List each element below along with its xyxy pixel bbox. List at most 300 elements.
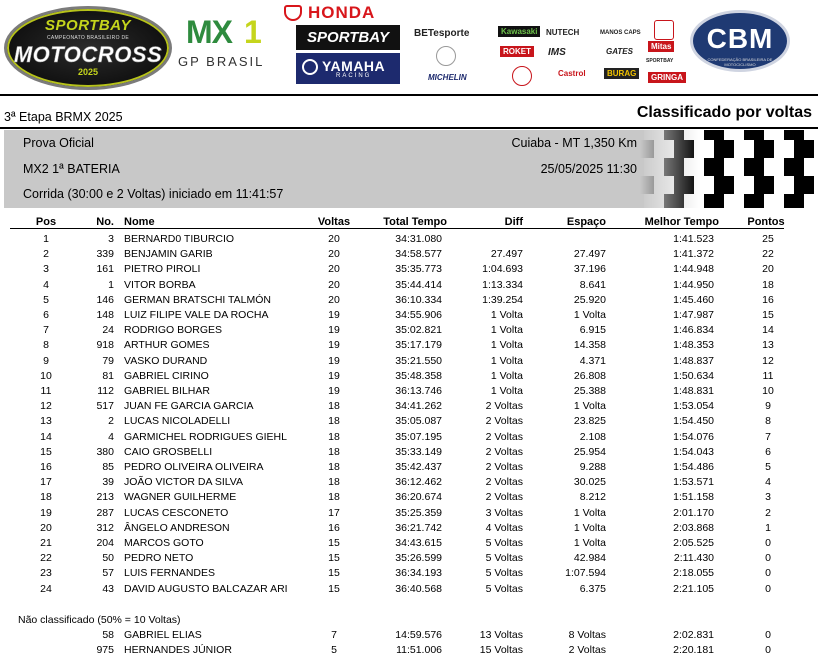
checker-square <box>764 130 784 140</box>
cell-pos: 10 <box>40 369 52 382</box>
cell-pos: 6 <box>43 309 49 321</box>
cell-points: 0 <box>765 537 771 549</box>
table-row <box>0 552 818 567</box>
cell-total-time: 35:17.179 <box>395 339 442 352</box>
table-row <box>0 339 818 354</box>
cell-gap: 1:07.594 <box>565 567 606 580</box>
cell-points: 20 <box>762 263 774 276</box>
cell-total-time: 36:34.193 <box>395 567 442 580</box>
cell-points: 7 <box>765 430 771 443</box>
table-row <box>0 355 818 370</box>
cell-diff: 2 Voltas <box>485 445 523 458</box>
cell-best-lap: 1:54.043 <box>673 445 714 458</box>
cell-best-lap: 1:48.831 <box>673 385 714 397</box>
cell-pos: 2 <box>43 248 49 261</box>
cell-best-lap: 1:41.372 <box>673 248 714 261</box>
cell-best-lap: 1:41.523 <box>673 233 714 245</box>
cell-number: 148 <box>96 309 114 321</box>
cell-points: 2 <box>765 506 771 519</box>
cell-pos: 21 <box>40 537 52 549</box>
cell-laps: 18 <box>328 445 340 458</box>
cell-number: 79 <box>102 354 114 367</box>
cell-pos: 11 <box>40 385 52 397</box>
cell-best-lap: 1:54.450 <box>673 415 714 428</box>
yamaha-racing-text: RACING <box>336 73 372 79</box>
cell-diff: 5 Voltas <box>485 537 523 549</box>
checker-square <box>794 140 814 158</box>
cell-best-lap: 1:53.571 <box>673 476 714 489</box>
cell-number: 24 <box>102 324 114 337</box>
cell-gap: 1 Volta <box>573 521 606 534</box>
cell-laps: 19 <box>328 324 340 337</box>
cell-diff: 2 Voltas <box>485 491 523 504</box>
cell-name: PEDRO OLIVEIRA OLIVEIRA <box>124 461 264 473</box>
cell-points: 0 <box>765 552 771 565</box>
race-start: Corrida (30:00 e 2 Voltas) iniciado em 11:41:57 <box>23 187 284 201</box>
mx1-mx: MX <box>186 14 232 50</box>
cell-pos: 15 <box>40 445 52 458</box>
cell-best-lap: 2:20.181 <box>673 644 714 657</box>
cell-diff: 4 Voltas <box>485 521 523 534</box>
cell-laps: 16 <box>328 521 340 534</box>
checker-fade <box>640 130 700 208</box>
sportbay-text: SPORTBAY <box>307 29 389 46</box>
cell-number: 918 <box>96 339 114 352</box>
table-row <box>0 629 818 644</box>
table-row <box>0 385 818 400</box>
checker-square <box>784 130 804 140</box>
cell-gap: 8.212 <box>579 491 606 504</box>
cell-name: PEDRO NETO <box>124 552 194 565</box>
cell-total-time: 36:12.462 <box>395 476 442 489</box>
cell-best-lap: 2:18.055 <box>673 567 714 580</box>
checker-square <box>804 130 814 140</box>
table-row <box>0 644 818 659</box>
cell-number: 50 <box>102 552 114 565</box>
cell-laps: 17 <box>328 506 340 519</box>
cell-gap: 8 Voltas <box>568 629 606 641</box>
cell-best-lap: 1:48.837 <box>673 354 714 367</box>
cell-diff: 5 Voltas <box>485 552 523 565</box>
title-divider <box>0 127 818 129</box>
cell-name: BENJAMIN GARIB <box>124 248 213 261</box>
sponsor-badge-icon <box>654 20 674 40</box>
cell-laps: 20 <box>328 278 340 291</box>
cell-pos: 13 <box>40 415 52 428</box>
cell-gap: 27.497 <box>573 248 606 261</box>
cell-pos: 20 <box>40 521 52 534</box>
cell-pos: 1 <box>43 233 49 245</box>
cell-diff: 1 Volta <box>490 385 523 397</box>
col-best: Melhor Tempo <box>644 216 719 228</box>
cell-number: 2 <box>108 415 114 428</box>
checker-square <box>764 194 784 208</box>
cell-number: 380 <box>96 445 114 458</box>
cell-best-lap: 2:02.831 <box>673 629 714 641</box>
cell-name: ARTHUR GOMES <box>124 339 210 352</box>
cell-pos: 23 <box>40 567 52 580</box>
cell-points: 6 <box>765 445 771 458</box>
cell-gap: 1 Volta <box>573 537 606 549</box>
mx1-gp-brasil-logo <box>178 14 288 74</box>
castrol-logo: Castrol <box>558 69 586 78</box>
cell-diff: 13 Voltas <box>479 629 523 641</box>
cell-laps: 5 <box>331 644 337 657</box>
cell-name: VITOR BORBA <box>124 278 196 291</box>
cell-diff: 1:04.693 <box>482 263 523 276</box>
cell-diff: 5 Voltas <box>485 582 523 595</box>
cell-pos: 22 <box>40 552 52 565</box>
checker-square <box>774 140 794 158</box>
cell-number: 204 <box>96 537 114 549</box>
col-pts: Pontos <box>747 216 785 228</box>
cell-points: 13 <box>762 339 774 352</box>
table-row <box>0 583 818 598</box>
cell-best-lap: 1:54.076 <box>673 430 714 443</box>
table-row <box>0 370 818 385</box>
cell-total-time: 36:13.746 <box>395 385 442 397</box>
cell-number: 1 <box>108 278 114 291</box>
checker-square <box>734 176 754 194</box>
cell-laps: 15 <box>328 567 340 580</box>
cell-diff: 2 Voltas <box>485 461 523 473</box>
col-name: Nome <box>124 216 155 228</box>
cell-name: LUIZ FILIPE VALE DA ROCHA <box>124 309 269 321</box>
cell-number: 112 <box>97 385 114 397</box>
cell-diff: 1 Volta <box>490 354 523 367</box>
cell-gap: 1 Volta <box>573 309 606 321</box>
table-row <box>0 446 818 461</box>
checker-square <box>744 194 764 208</box>
cell-points: 18 <box>762 278 774 291</box>
manos-caps-logo: MANOS CAPS <box>600 30 641 36</box>
checker-square <box>714 176 734 194</box>
cell-total-time: 36:10.334 <box>395 293 442 306</box>
championship-year: 2025 <box>77 67 99 77</box>
cell-number: 975 <box>96 644 114 657</box>
cell-gap: 2 Voltas <box>568 644 606 657</box>
sportbay-logo <box>296 25 400 50</box>
cell-best-lap: 2:21.105 <box>673 582 714 595</box>
cell-pos: 18 <box>40 491 52 504</box>
checker-square <box>754 176 774 194</box>
cell-gap: 26.808 <box>573 369 606 382</box>
table-row <box>0 461 818 476</box>
cell-diff: 1 Volta <box>490 324 523 337</box>
race-datetime: 25/05/2025 11:30 <box>540 162 637 176</box>
cell-best-lap: 1:46.834 <box>673 324 714 337</box>
cell-name: WAGNER GUILHERME <box>124 491 237 504</box>
sponsor-banner <box>0 0 818 96</box>
table-row <box>0 415 818 430</box>
table-row <box>0 279 818 294</box>
roket-logo: ROKET <box>500 46 534 57</box>
cell-diff: 5 Voltas <box>485 567 523 580</box>
honda-wing-icon <box>284 5 302 21</box>
gates-logo: GATES <box>606 47 633 56</box>
cell-pos: 16 <box>40 461 52 473</box>
cell-total-time: 35:07.195 <box>395 430 442 443</box>
cell-total-time: 35:02.821 <box>395 324 442 337</box>
table-row <box>0 507 818 522</box>
cell-name: HERNANDES JÚNIOR <box>124 644 232 657</box>
cell-number: 3 <box>108 233 114 245</box>
cell-points: 16 <box>762 293 774 306</box>
cell-points: 1 <box>765 521 771 534</box>
cell-name: GABRIEL ELIAS <box>124 629 202 641</box>
cell-name: GERMAN BRATSCHI TALMÓN <box>124 293 272 306</box>
col-diff: Diff <box>504 216 523 228</box>
cell-name: RODRIGO BORGES <box>124 324 223 337</box>
cell-points: 11 <box>762 369 774 382</box>
yamaha-racing-logo <box>296 53 400 84</box>
table-row <box>0 294 818 309</box>
cell-diff: 1 Volta <box>490 309 523 321</box>
cell-best-lap: 2:11.430 <box>673 552 714 565</box>
col-laps: Voltas <box>317 216 351 228</box>
cell-gap: 42.984 <box>573 552 606 565</box>
cell-points: 5 <box>765 461 771 473</box>
cell-number: 146 <box>96 293 114 306</box>
cell-points: 12 <box>762 354 774 367</box>
cell-total-time: 35:35.773 <box>395 263 442 276</box>
cell-points: 25 <box>762 233 774 245</box>
cell-laps: 19 <box>328 369 340 382</box>
mx1-one: 1 <box>244 14 262 50</box>
cell-points: 4 <box>765 476 771 489</box>
cell-pos: 4 <box>43 278 49 291</box>
cell-name: GABRIEL CIRINO <box>124 369 209 382</box>
kawasaki-logo: Kawasaki <box>498 26 540 37</box>
cell-gap: 4.371 <box>579 354 606 367</box>
cell-points: 0 <box>765 644 771 657</box>
cell-name: DAVID AUGUSTO BALCAZAR ARI <box>124 582 288 595</box>
table-row <box>0 233 818 248</box>
cell-name: GABRIEL BILHAR <box>124 385 210 397</box>
cell-best-lap: 1:45.460 <box>673 293 714 306</box>
yamaha-text: YAMAHA <box>322 58 386 74</box>
cell-diff: 1:13.334 <box>482 278 523 291</box>
cell-gap: 25.388 <box>573 385 606 397</box>
cell-gap: 1 Volta <box>573 400 606 413</box>
cell-best-lap: 2:05.525 <box>673 537 714 549</box>
cell-name: LUCAS NICOLADELLI <box>124 415 231 428</box>
burag-logo: BURAG <box>604 68 639 79</box>
table-row <box>0 522 818 537</box>
cell-total-time: 34:31.080 <box>395 233 442 245</box>
cell-best-lap: 2:03.868 <box>673 521 714 534</box>
cell-number: 213 <box>96 491 114 504</box>
cell-name: MARCOS GOTO <box>124 537 204 549</box>
cell-gap: 14.358 <box>573 339 606 352</box>
cell-laps: 15 <box>328 537 340 549</box>
cell-pos: 12 <box>40 400 52 413</box>
checker-square <box>724 158 744 176</box>
checkered-flag <box>640 130 814 208</box>
checker-square <box>784 194 804 208</box>
honda-text: HONDA <box>308 3 376 22</box>
cell-laps: 15 <box>328 582 340 595</box>
cell-points: 22 <box>762 248 774 261</box>
cell-name: ÂNGELO ANDRESON <box>124 521 230 534</box>
gringa-logo: GRINGA <box>648 72 686 83</box>
cell-number: 57 <box>102 567 114 580</box>
report-title: Classificado por voltas <box>636 104 812 121</box>
header-divider <box>0 94 818 96</box>
cell-points: 10 <box>762 385 774 397</box>
cell-laps: 18 <box>328 491 340 504</box>
checker-square <box>754 140 774 158</box>
cell-name: GARMICHEL RODRIGUES GIEHL <box>124 430 287 443</box>
event-title: 3ª Etapa BRMX 2025 <box>4 110 123 124</box>
cell-gap: 37.196 <box>573 263 606 276</box>
cell-laps: 20 <box>328 248 340 261</box>
cell-total-time: 35:21.550 <box>395 354 442 367</box>
championship-brand: SPORTBAY <box>45 17 131 34</box>
cell-laps: 19 <box>328 354 340 367</box>
cell-best-lap: 1:51.158 <box>673 491 714 504</box>
cell-best-lap: 1:44.948 <box>673 263 714 276</box>
cell-total-time: 35:05.087 <box>395 415 442 428</box>
cell-best-lap: 1:48.353 <box>673 339 714 352</box>
cell-name: JUAN FE GARCIA GARCIA <box>124 400 254 413</box>
checker-square <box>774 176 794 194</box>
col-gap: Espaço <box>566 216 606 228</box>
checker-square <box>734 140 754 158</box>
sponsor-badge-icon <box>512 66 532 86</box>
report-title-row <box>0 100 818 128</box>
cell-pos: 3 <box>43 263 49 276</box>
cbm-logo <box>690 10 790 72</box>
mitas-logo: Mitas <box>648 41 674 52</box>
cell-number: 339 <box>96 248 114 261</box>
cell-total-time: 35:26.599 <box>395 552 442 565</box>
cell-total-time: 36:20.674 <box>395 491 442 504</box>
cell-total-time: 14:59.576 <box>395 629 442 641</box>
cell-name: BERNARD0 TIBURCIO <box>124 233 235 245</box>
cell-total-time: 11:51.006 <box>396 644 442 657</box>
cell-diff: 15 Voltas <box>479 644 523 657</box>
cell-points: 8 <box>765 415 771 428</box>
checker-square <box>744 158 764 176</box>
table-row <box>0 324 818 339</box>
cell-diff: 27.497 <box>490 248 523 261</box>
race-category: MX2 1ª BATERIA <box>23 162 120 176</box>
cell-pos: 8 <box>43 339 49 352</box>
table-row <box>0 537 818 552</box>
cell-number: 58 <box>102 629 114 641</box>
mx1-sub: GP BRASIL <box>178 54 265 69</box>
race-info-band <box>4 130 814 208</box>
cell-number: 81 <box>102 369 114 382</box>
cell-total-time: 34:55.906 <box>395 309 442 321</box>
championship-name: MOTOCROSS <box>13 42 163 67</box>
table-row <box>0 400 818 415</box>
betesporte-logo: BETesporte <box>414 28 470 39</box>
cell-laps: 20 <box>328 293 340 306</box>
table-header-line <box>10 228 784 229</box>
table-row <box>0 248 818 263</box>
cell-laps: 20 <box>328 263 340 276</box>
cell-pos: 5 <box>43 293 49 306</box>
cell-total-time: 36:40.568 <box>395 582 442 595</box>
cbm-text: CBM <box>706 23 774 54</box>
checker-square <box>704 130 724 140</box>
cell-number: 161 <box>96 263 114 276</box>
cell-number: 85 <box>102 461 114 473</box>
cell-total-time: 35:33.149 <box>395 445 442 458</box>
cell-gap: 2.108 <box>579 430 606 443</box>
cell-total-time: 34:41.262 <box>395 400 442 413</box>
table-row <box>0 263 818 278</box>
table-row <box>0 431 818 446</box>
cell-points: 3 <box>765 491 771 504</box>
cell-best-lap: 1:47.987 <box>673 309 714 321</box>
checker-square <box>724 194 744 208</box>
cell-name: JOÃO VICTOR DA SILVA <box>124 476 244 489</box>
checker-square <box>724 130 744 140</box>
cell-points: 9 <box>765 400 771 413</box>
checker-square <box>794 176 814 194</box>
cell-gap: 6.375 <box>579 582 606 595</box>
cell-laps: 18 <box>328 415 340 428</box>
cell-best-lap: 1:50.634 <box>673 369 714 382</box>
race-venue: Cuiaba - MT 1,350 Km <box>511 136 637 150</box>
cell-diff: 1:39.254 <box>482 293 523 306</box>
cell-name: LUCAS CESCONETO <box>124 506 229 519</box>
cell-gap: 9.288 <box>579 461 606 473</box>
cell-best-lap: 1:53.054 <box>673 400 714 413</box>
table-row <box>0 309 818 324</box>
cell-pos: 24 <box>40 582 52 595</box>
cell-diff: 2 Voltas <box>485 400 523 413</box>
cell-name: CAIO GROSBELLI <box>124 445 213 458</box>
checker-square <box>744 130 764 140</box>
cell-diff: 3 Voltas <box>485 506 523 519</box>
cell-gap: 23.825 <box>573 415 606 428</box>
cell-laps: 18 <box>328 476 340 489</box>
checker-square <box>714 140 734 158</box>
checker-square <box>764 158 784 176</box>
not-classified-title: Não classificado (50% = 10 Voltas) <box>18 614 181 626</box>
checker-square <box>784 158 804 176</box>
cell-number: 287 <box>96 506 114 519</box>
cell-diff: 1 Volta <box>490 369 523 382</box>
cell-points: 15 <box>762 309 774 321</box>
cbm-subtitle: CONFEDERAÇÃO BRASILEIRA DE MOTOCICLISMO <box>707 57 773 67</box>
cell-number: 43 <box>102 582 114 595</box>
cell-name: LUIS FERNANDES <box>124 567 216 580</box>
cell-gap: 25.920 <box>573 293 606 306</box>
cell-number: 39 <box>102 476 114 489</box>
cell-points: 0 <box>765 582 771 595</box>
cell-total-time: 35:48.358 <box>395 369 442 382</box>
cell-number: 4 <box>108 430 114 443</box>
cell-total-time: 35:42.437 <box>395 461 442 473</box>
table-row <box>0 567 818 582</box>
checker-square <box>704 158 724 176</box>
cell-pos: 9 <box>43 354 49 367</box>
cell-pos: 19 <box>40 506 52 519</box>
cell-total-time: 34:43.615 <box>395 537 442 549</box>
cell-points: 14 <box>762 324 774 337</box>
cell-laps: 7 <box>331 629 337 641</box>
championship-subtitle: CAMPEONATO BRASILEIRO DE <box>46 35 130 41</box>
cell-laps: 19 <box>328 385 340 397</box>
table-row <box>0 491 818 506</box>
cell-points: 0 <box>765 567 771 580</box>
col-total: Total Tempo <box>383 216 447 228</box>
